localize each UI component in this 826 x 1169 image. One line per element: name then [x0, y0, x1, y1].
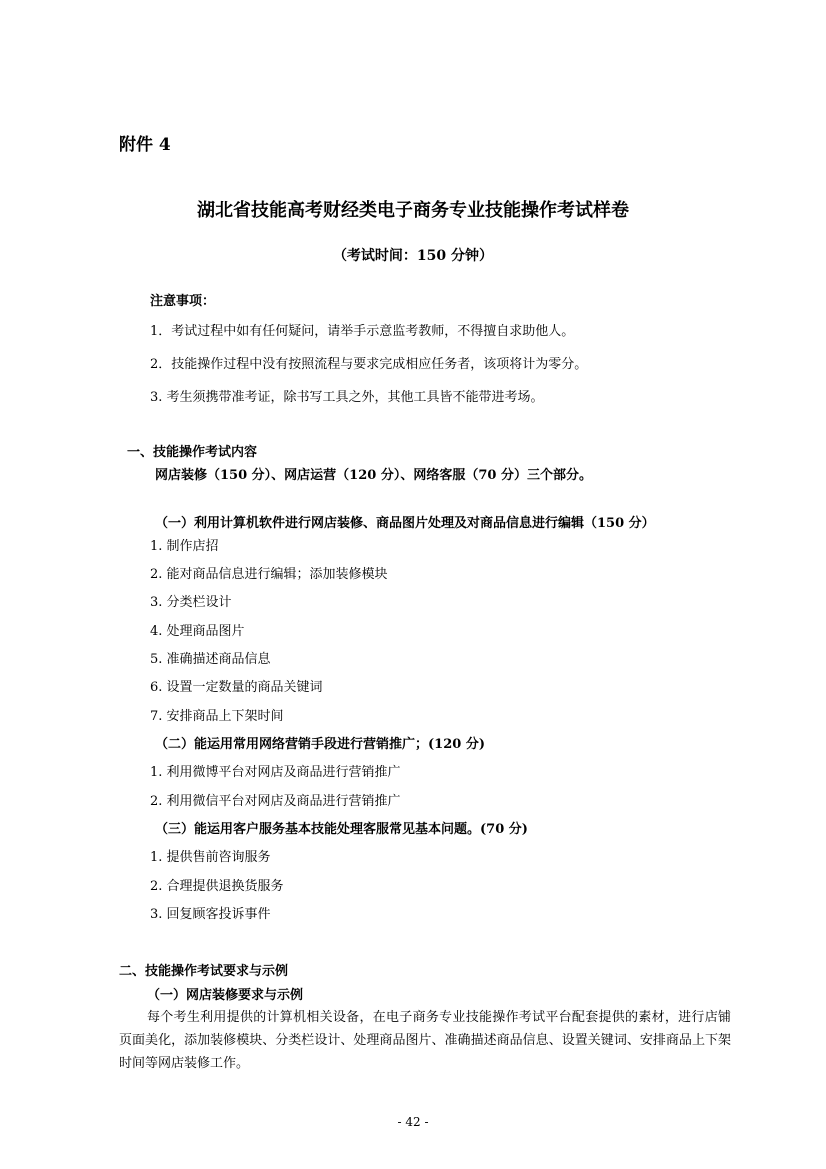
list-item: 5. 准确描述商品信息 — [150, 652, 271, 667]
list-item: 1. 制作店招 — [150, 539, 219, 554]
list-item: 7. 安排商品上下架时间 — [150, 709, 284, 724]
section-heading: 一、技能操作考试内容 — [127, 445, 258, 460]
list-item: 1. 利用微博平台对网店及商品进行营销推广 — [150, 765, 401, 780]
list-item: 2. 利用微信平台对网店及商品进行营销推广 — [150, 794, 401, 809]
body-paragraph: 每个考生利用提供的计算机相关设备，在电子商务专业技能操作考试平台配套提供的素材，进行店铺页面美化，添加装修模块、分类栏设计、处理商品图片、准确描述商品信息、设置关键词、安排商品上下架时间等网店装修工作。 — [119, 1010, 731, 1071]
list-item: 2. 合理提供退换货服务 — [150, 879, 284, 894]
part-heading: （一）利用计算机软件进行网店装修、商品图片处理及对商品信息进行编辑（150 分） — [155, 516, 655, 531]
section-heading: 二、技能操作考试要求与示例 — [119, 964, 289, 979]
list-item: 3. 分类栏设计 — [150, 595, 232, 610]
list-item: 4. 处理商品图片 — [150, 624, 245, 639]
list-item: 6. 设置一定数量的商品关键词 — [150, 680, 323, 695]
section-summary: 网店装修（150 分）、网店运营（120 分）、网络客服（70 分）三个部分。 — [155, 468, 592, 483]
notice-item: 2．技能操作过程中没有按照流程与要求完成相应任务者，该项将计为零分。 — [150, 357, 588, 372]
list-item: 1. 提供售前咨询服务 — [150, 850, 271, 865]
page-number: - 42 - — [397, 1115, 429, 1129]
part-heading: （二）能运用常用网络营销手段进行营销推广；(120 分) — [155, 737, 485, 752]
list-item: 2. 能对商品信息进行编辑；添加装修模块 — [150, 567, 388, 582]
attachment-label: 附件 4 — [119, 135, 171, 155]
exam-duration: （考试时间：150 分钟） — [332, 248, 494, 264]
notice-heading: 注意事项： — [150, 294, 216, 309]
notice-item: 3. 考生须携带准考证，除书写工具之外，其他工具皆不能带进考场。 — [150, 390, 544, 405]
document-title: 湖北省技能高考财经类电子商务专业技能操作考试样卷 — [197, 200, 629, 221]
part-heading: （三）能运用客户服务基本技能处理客服常见基本问题。(70 分) — [155, 822, 528, 837]
list-item: 3. 回复顾客投诉事件 — [150, 907, 271, 922]
notice-item: 1．考试过程中如有任何疑问，请举手示意监考教师，不得擅自求助他人。 — [150, 324, 575, 339]
part-heading: （一）网店装修要求与示例 — [147, 988, 304, 1003]
